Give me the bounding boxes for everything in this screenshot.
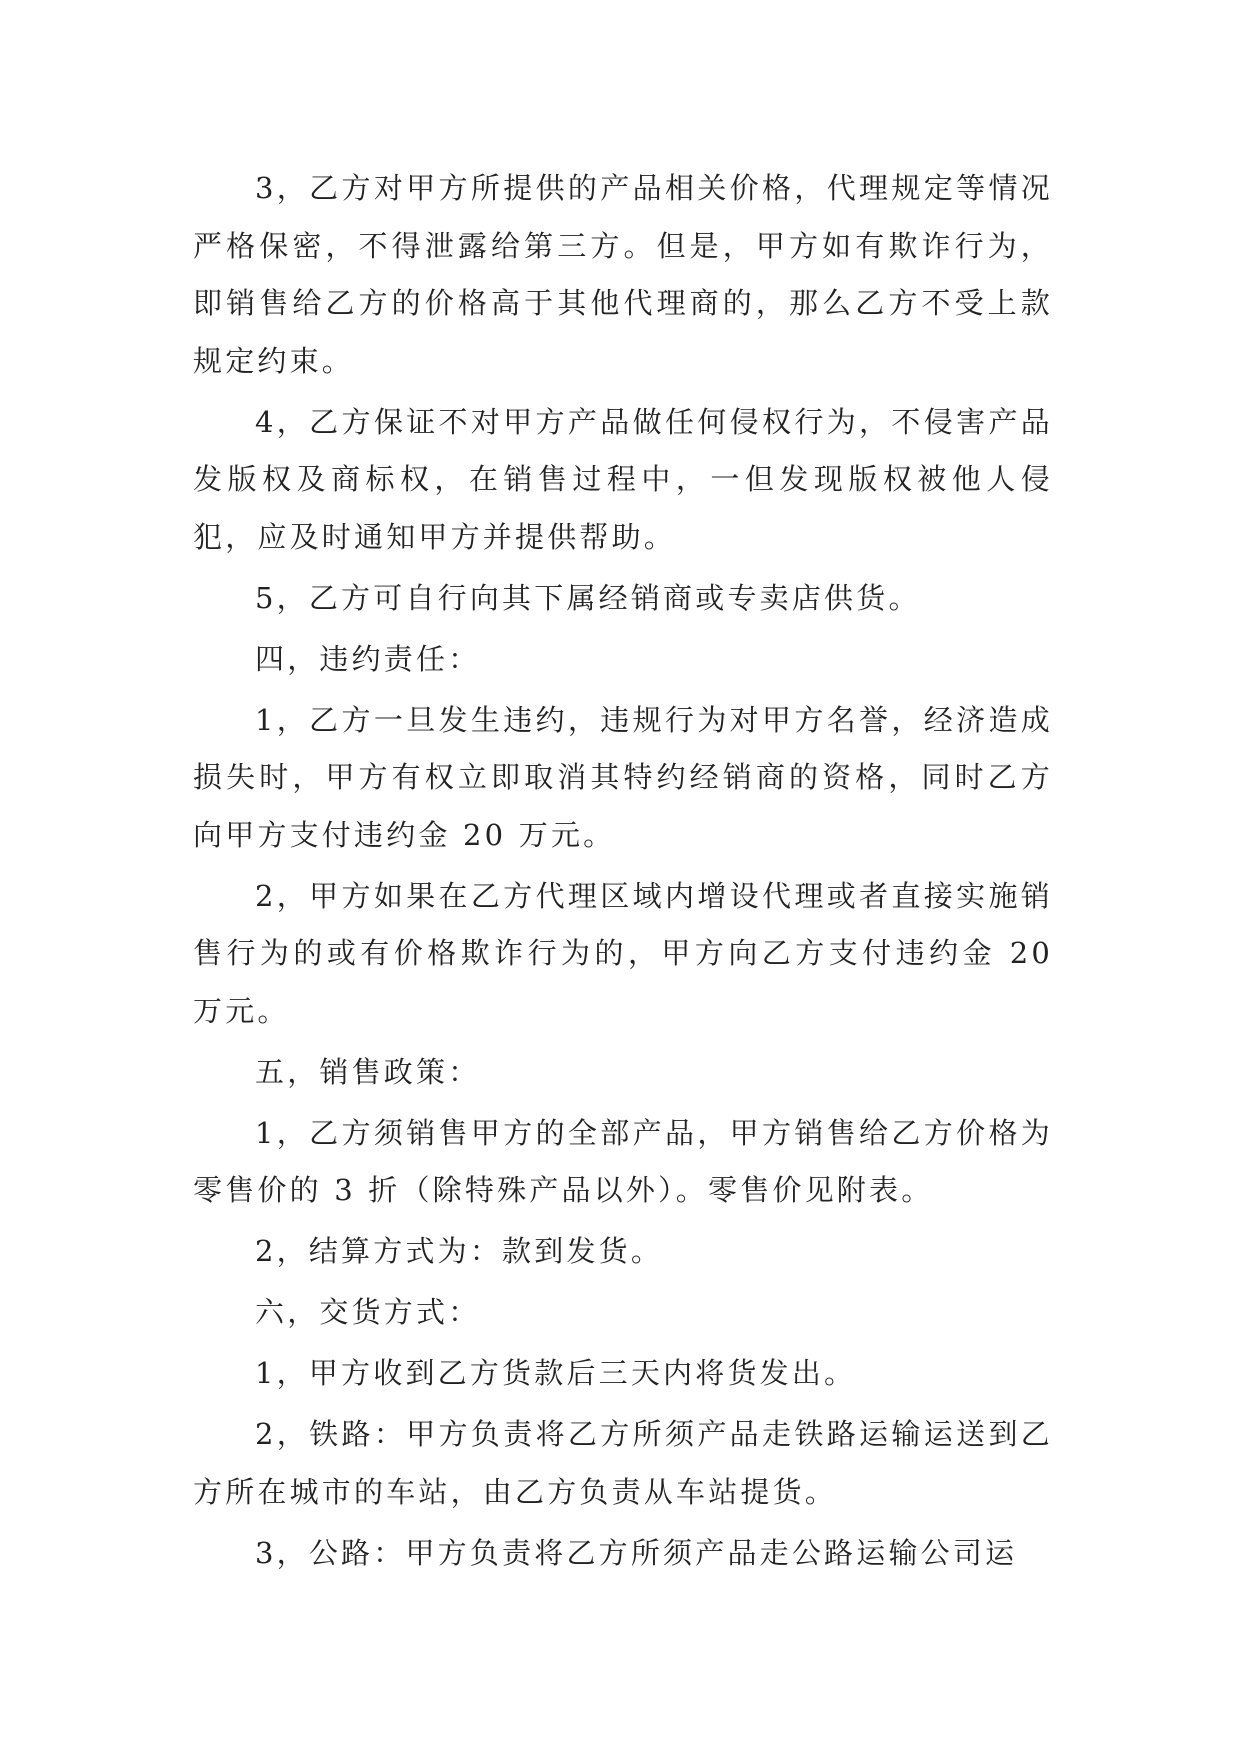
paragraph-pricing: 1，乙方须销售甲方的全部产品，甲方销售给乙方价格为零售价的 3 折（除特殊产品以外）。零售价见附表。 <box>193 1115 1053 1207</box>
document-body <box>193 160 1053 1586</box>
section-heading-delivery: 六，交货方式： <box>255 1295 481 1329</box>
paragraph-supply: 5，乙方可自行向其下属经销商或专卖店供货。 <box>255 580 921 615</box>
section-heading-sales-policy: 五，销售政策： <box>255 1054 481 1089</box>
paragraph-delivery-time: 1，甲方收到乙方货款后三天内将货发出。 <box>255 1356 857 1390</box>
paragraph-liability-party-b: 1，乙方一旦发生违约，违规行为对甲方名誉，经济造成损失时，甲方有权立即取消其特约经销商的资格，同时乙方向甲方支付违约金 20 万元。 <box>193 702 1053 852</box>
section-heading-liability: 四，违约责任： <box>255 641 481 676</box>
paragraph-highway: 3，公路：甲方负责将乙方所须产品走公路运输公司运 <box>255 1535 1018 1570</box>
paragraph-liability-party-a: 2，甲方如果在乙方代理区域内增设代理或者直接实施销售行为的或有价格欺诈行为的，甲方向乙方支付违约金 20 万元。 <box>193 878 1053 1028</box>
paragraph-infringement: 4，乙方保证不对甲方产品做任何侵权行为，不侵害产品发版权及商标权，在销售过程中，一但发现版权被他人侵犯，应及时通知甲方并提供帮助。 <box>193 404 1053 554</box>
paragraph-settlement: 2，结算方式为：款到发货。 <box>255 1234 664 1268</box>
paragraph-railway: 2，铁路：甲方负责将乙方所须产品走铁路运输运送到乙方所在城市的车站，由乙方负责从车站提货。 <box>193 1417 1053 1509</box>
paragraph-confidentiality: 3，乙方对甲方所提供的产品相关价格，代理规定等情况严格保密，不得泄露给第三方。但是，甲方如有欺诈行为，即销售给乙方的价格高于其他代理商的，那么乙方不受上款规定约束。 <box>193 171 1053 378</box>
